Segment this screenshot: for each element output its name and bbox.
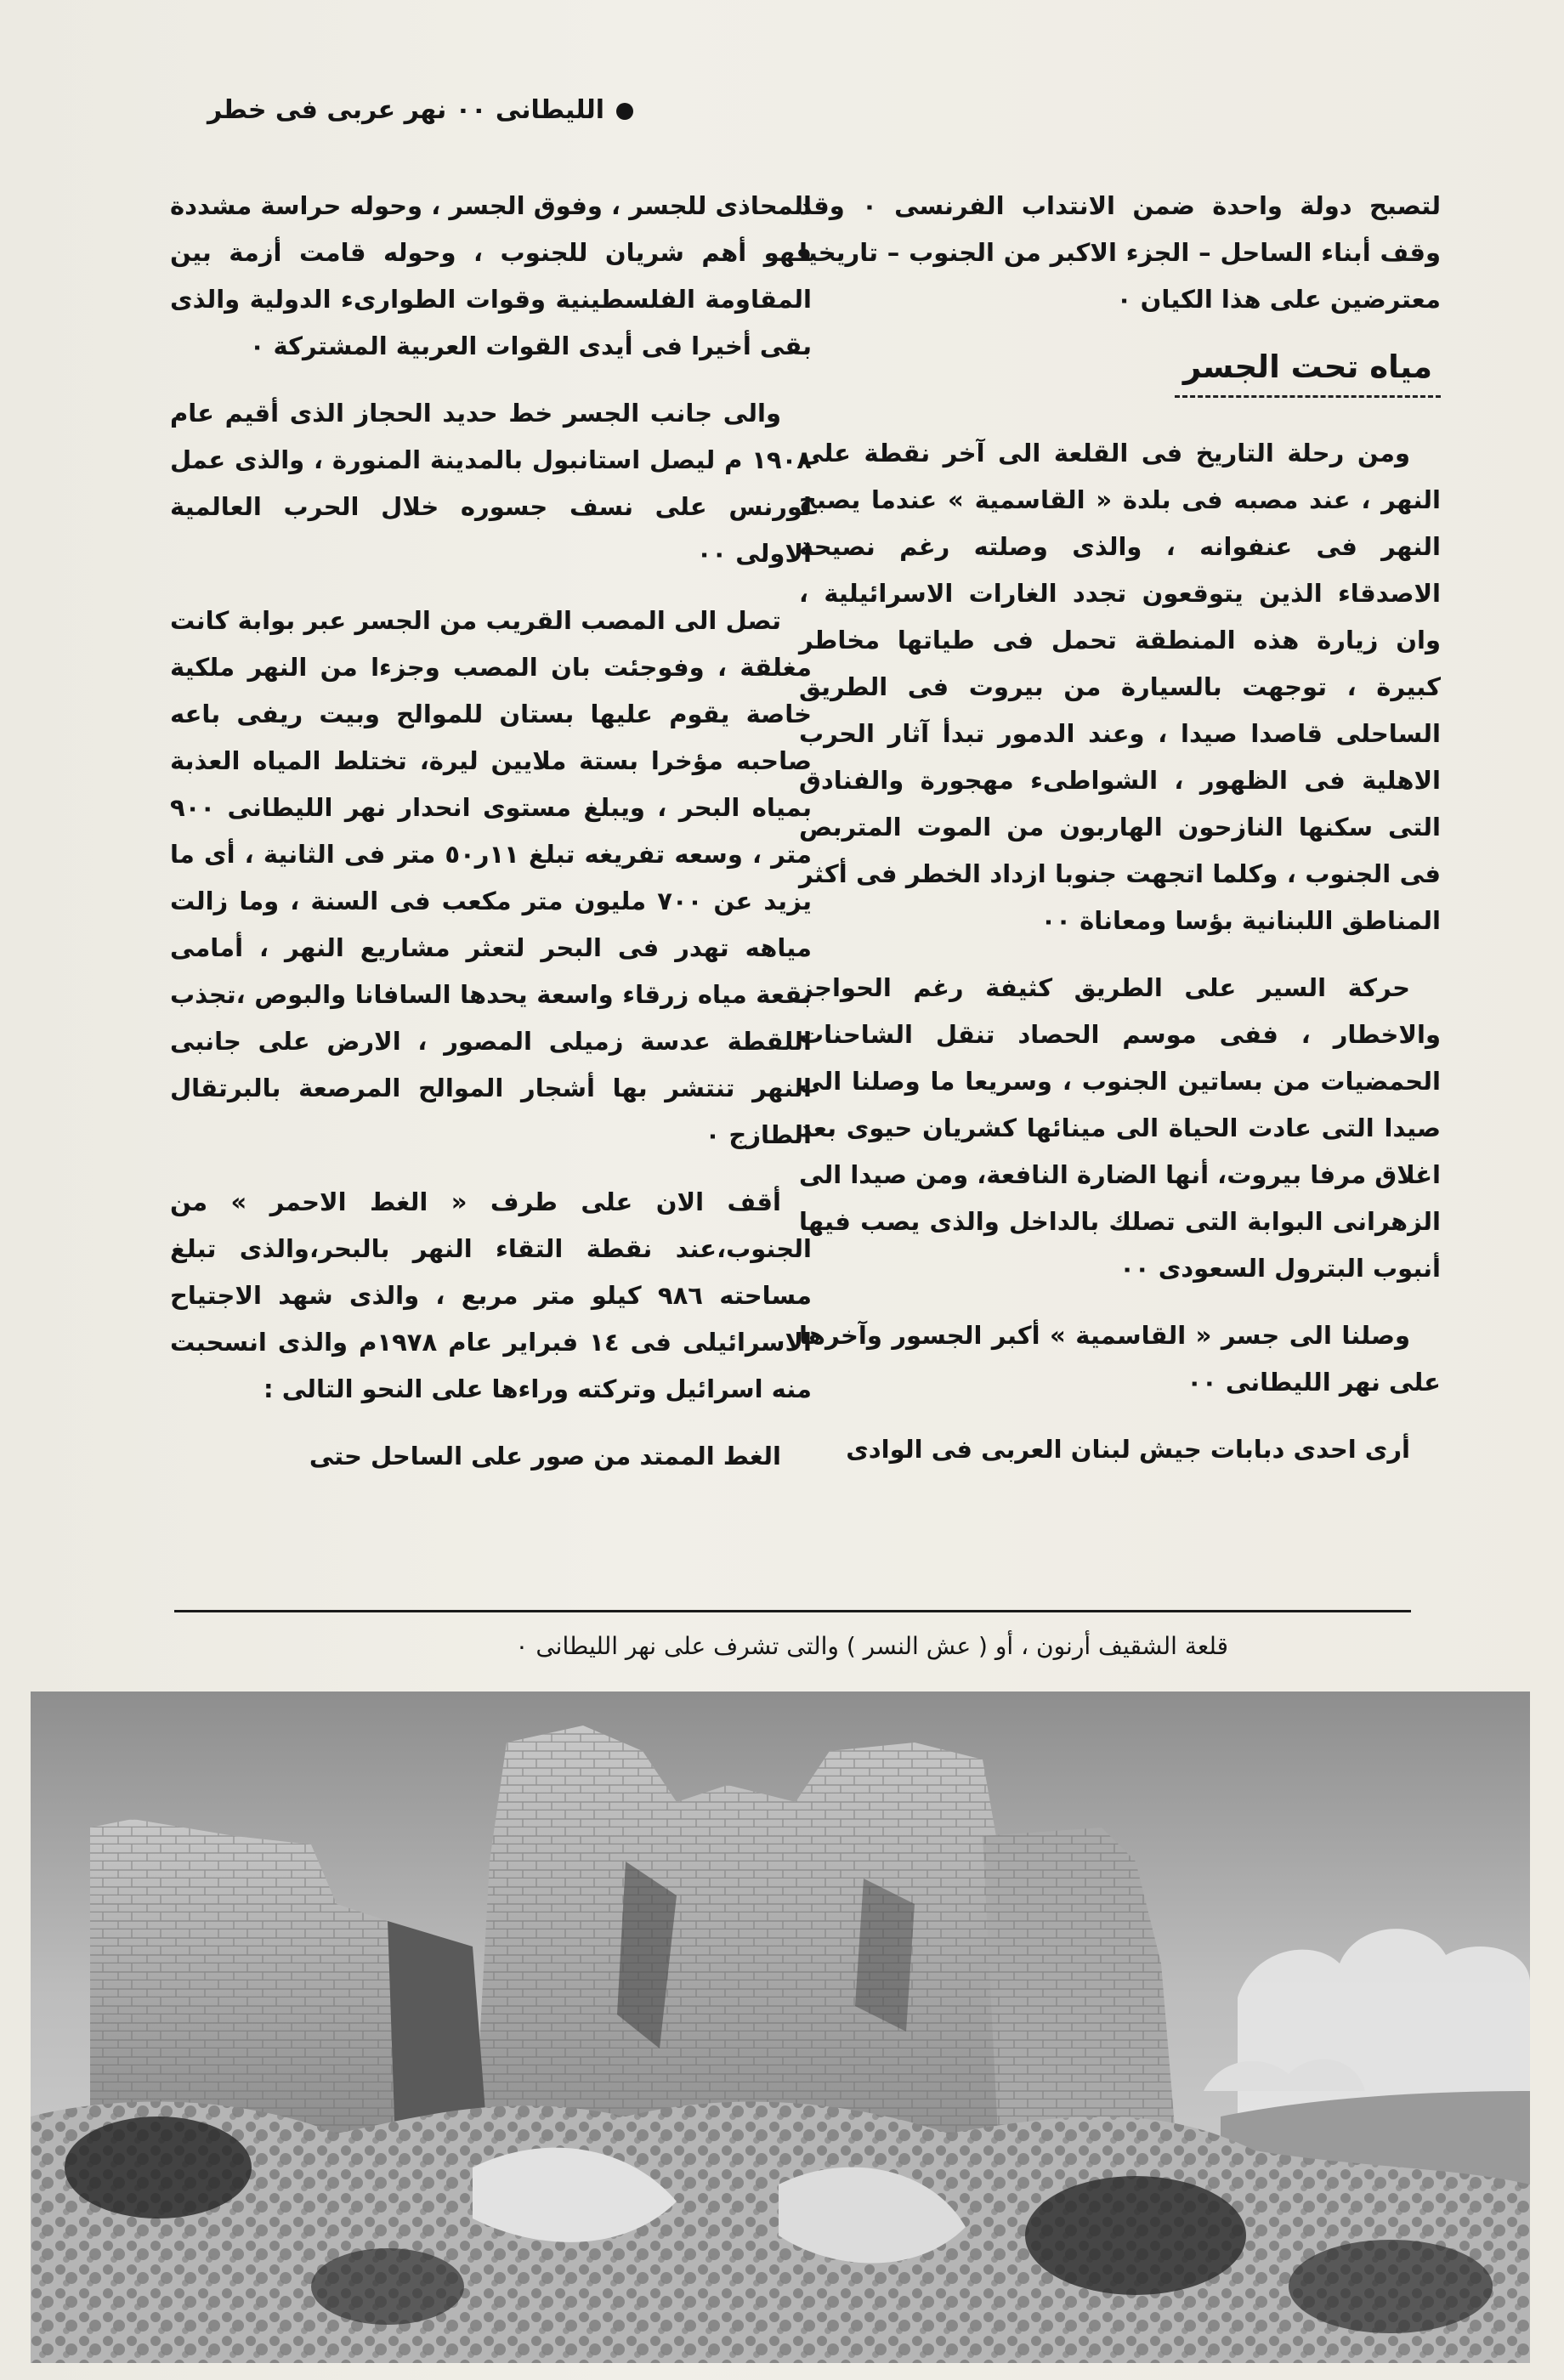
paragraph: تصل الى المصب القريب من الجسر عبر بوابة كانت مغلقة ، وفوجئت بان المصب وجزءا من النهر ملكية خاصة يقوم عليها بستان للموالح وبيت ريفى باعه صاحبه مؤخرا بستة ملايين ليرة، تختلط المياه العذبة بمياه البحر ، ويبلغ مستوى انحدار نهر الليطانى ٩٠٠ متر ، وسعه تفريغه تبلغ ١١ر٥٠ متر فى الثانية ، أى ما يزيد عن ٧٠٠ مليون متر مكعب فى السنة ، وما زالت مياهه تهدر فى البحر لتعثر مشاريع النهر ، أمامى بقعة مياه زرقاء واسعة يحدها السافانا والبوص ،تجذب اللقطة عدسة زميلى المصور ، الارض على جانبى النهر تنتشر بها أشجار الموالح المرصعة بالبرتقال الطازج ٠: [170, 606, 813, 1149]
section-heading-text: مياه تحت الجسر: [1175, 343, 1441, 398]
paragraph: حركة السير على الطريق كثيفة رغم الحواجز والاخطار ، ففى موسم الحصاد تنقل الشاحنات الحمضيات من بساتين الجنوب ، وسريعا ما وصلنا الى صيدا التى عادت الحياة الى مينائها كشريان حيوى بعد اغلاق مرفا بيروت، أنها الضارة النافعة، ومن صيدا الى الزهرانى البوابة التى تصلك بالداخل والذى يصب فيها أنبوب البترول السعودى ٠٠: [799, 973, 1441, 1283]
paragraph: أرى احدى دبابات جيش لبنان العربى فى الوادى: [846, 1435, 1410, 1464]
right-column: [799, 183, 1441, 1493]
paragraph: المحاذى للجسر ، وفوق الجسر ، وحوله حراسة مشددة فهو أهم شريان للجنوب ، وحوله قامت أزمة بين المقاومة الفلسطينية وقوات الطوارىء الدولية والذى بقى أخيرا فى أيدى القوات العربية المشتركة ٠: [170, 191, 812, 360]
caption-divider: [174, 1610, 1411, 1612]
intro-paragraph: لتصبح دولة واحدة ضمن الانتداب الفرنسى ٠ وقد وقف أبناء الساحل – الجزء الاكبر من الجنوب – تاريخيا معترضين على هذا الكيان ٠: [799, 191, 1441, 314]
bullet-dot-icon: [616, 103, 633, 120]
castle-ruins-image: [31, 1692, 1530, 2363]
paragraph: الغط الممتد من صور على الساحل حتى: [309, 1442, 781, 1470]
paragraph: وصلنا الى جسر « القاسمية » أكبر الجسور وآخرها على نهر الليطانى ٠٠: [799, 1321, 1441, 1397]
castle-photo: [31, 1692, 1530, 2363]
running-head: [157, 95, 633, 125]
paragraph: ومن رحلة التاريخ فى القلعة الى آخر نقطة على النهر ، عند مصبه فى بلدة « القاسمية » عندما يصبح النهر فى عنفوانه ، والذى وصلته رغم نصيحة الاصدقاء الذين يتوقعون تجدد الغارات الاسرائيلية ، وان زيارة هذه المنطقة تحمل فى طياتها مخاطر كبيرة ، توجهت بالسيارة من بيروت فى الطريق الساحلى قاصدا صيدا ، وعند الدمور تبدأ آثار الحرب الاهلية فى الظهور ، الشواطىء مهجورة والفنادق التى سكنها النازحون الهاربون من الموت المتربص فى الجنوب ، وكلما اتجهت جنوبا ازداد الخطر فى أكثر المناطق اللبنانية بؤسا ومعاناة ٠٠: [799, 439, 1441, 935]
paragraph: والى جانب الجسر خط حديد الحجاز الذى أقيم عام ١٩٠٨ م ليصل استانبول بالمدينة المنورة ، والذى عمل لورنس على نسف جسوره خلال الحرب العالمية الاولى ٠٠: [170, 399, 812, 568]
running-head-text: الليطانى ٠٠ نهر عربى فى خطر: [207, 95, 604, 125]
left-column: [170, 183, 812, 1500]
paragraph: أقف الان على طرف « الغط الاحمر » من الجنوب،عند نقطة التقاء النهر بالبحر،والذى تبلغ مساحته ٩٨٦ كيلو متر مربع ، والذى شهد الاجتياح الاسرائيلى فى ١٤ فبراير عام ١٩٧٨م والذى انسحبت منه اسرائيل وتركته وراءها على النحو التالى :: [170, 1187, 812, 1403]
section-heading: [799, 343, 1441, 406]
photo-caption: قلعة الشقيف أرنون ، أو ( عش النسر ) والتى تشرف على نهر الليطانى ٠: [515, 1632, 1228, 1660]
